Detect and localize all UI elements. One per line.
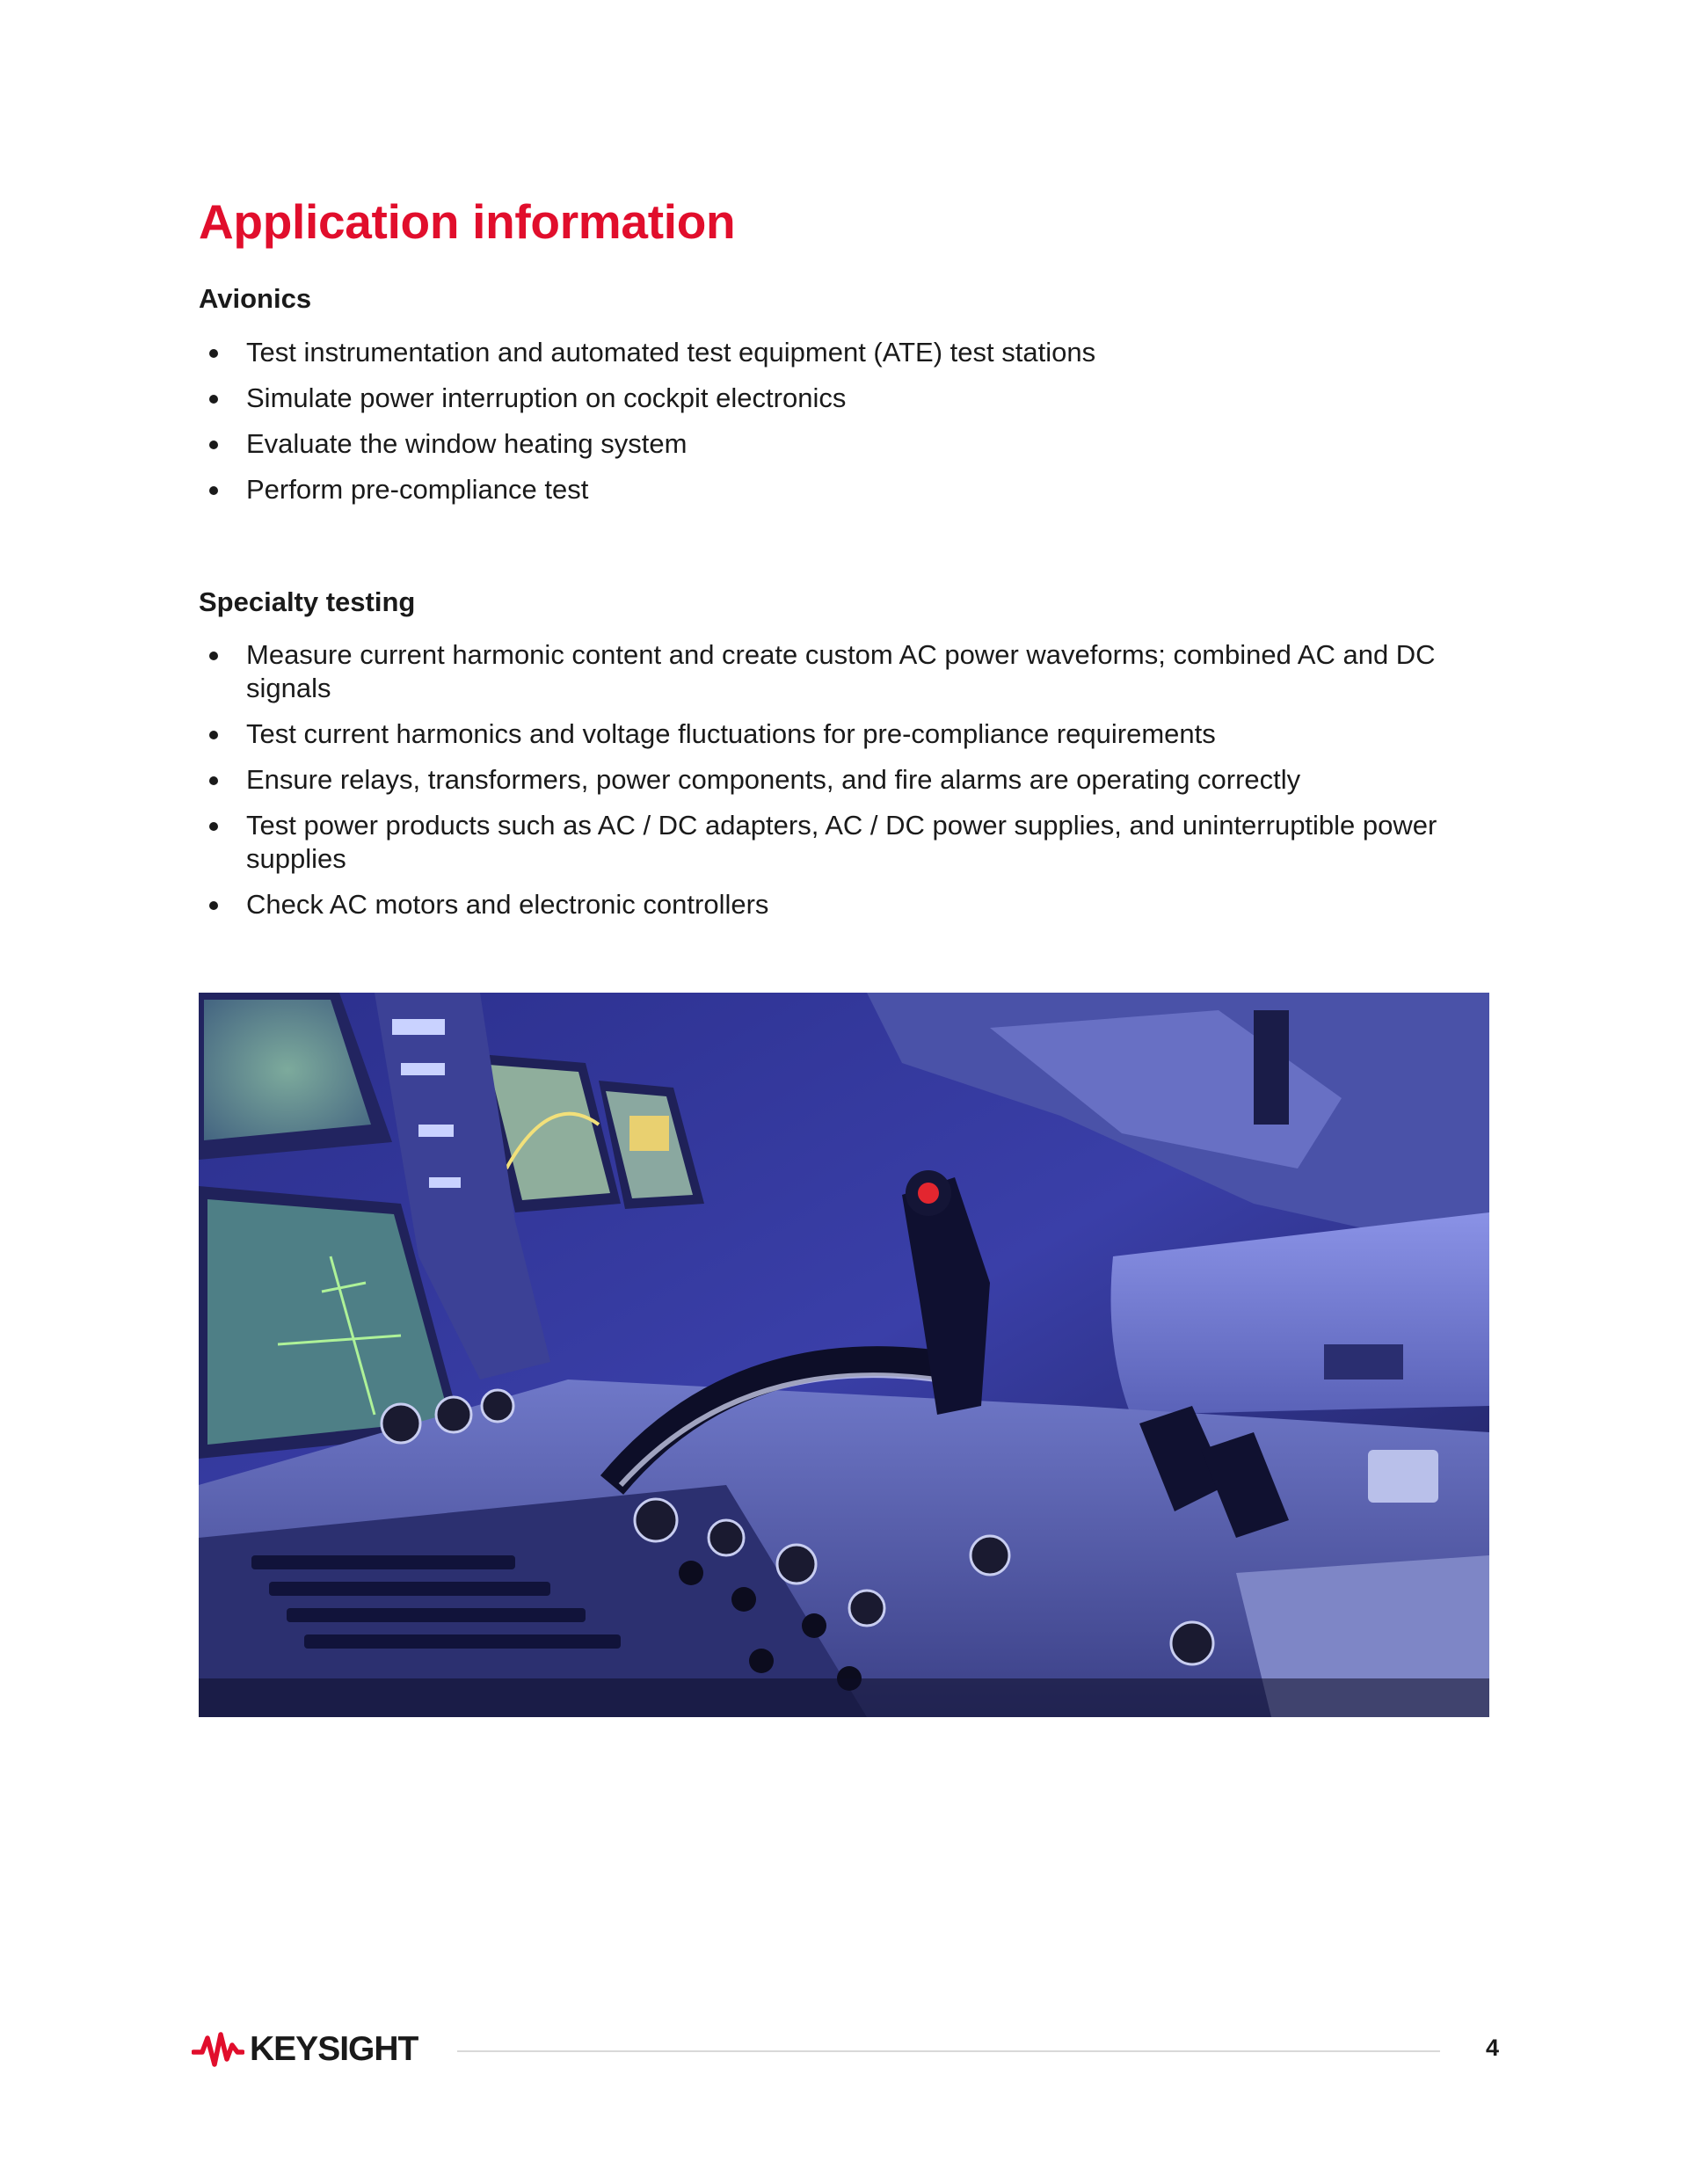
footer-divider [457,2050,1440,2052]
keysight-logo [192,2027,418,2071]
specialty-testing-list [199,638,1491,934]
bullet-icon [209,776,218,785]
list-item: Test instrumentation and automated test equipment (ATE) test stations [199,336,1491,369]
bullet-icon [209,731,218,739]
bullet-icon [209,652,218,660]
list-item: Test power products such as AC / DC adapters, AC / DC power supplies, and uninterruptible power supplies [199,809,1491,876]
list-item: Test current harmonics and voltage fluctuations for pre-compliance requirements [199,717,1491,751]
bullet-icon [209,486,218,495]
avionics-list [199,336,1491,519]
list-item: Perform pre-compliance test [199,473,1491,506]
keysight-wave-icon [192,2029,244,2070]
page-title: Application information [199,194,736,249]
cockpit-photo [199,993,1489,1717]
list-item: Simulate power interruption on cockpit electronics [199,382,1491,415]
list-item: Measure current harmonic content and create custom AC power waveforms; combined AC and DC signals [199,638,1491,705]
section-heading-specialty-testing: Specialty testing [199,586,416,617]
bullet-icon [209,901,218,910]
page-number: 4 [1486,2035,1500,2061]
bullet-icon [209,440,218,449]
bullet-icon [209,395,218,404]
bullet-icon [209,349,218,358]
cockpit-illustration [199,993,1489,1717]
list-item: Ensure relays, transformers, power components, and fire alarms are operating correctly [199,763,1491,797]
logo-wordmark: KEYSIGHT [250,2030,418,2068]
list-item: Evaluate the window heating system [199,427,1491,461]
list-item: Check AC motors and electronic controllers [199,888,1491,921]
section-heading-avionics: Avionics [199,283,312,314]
bullet-icon [209,822,218,831]
